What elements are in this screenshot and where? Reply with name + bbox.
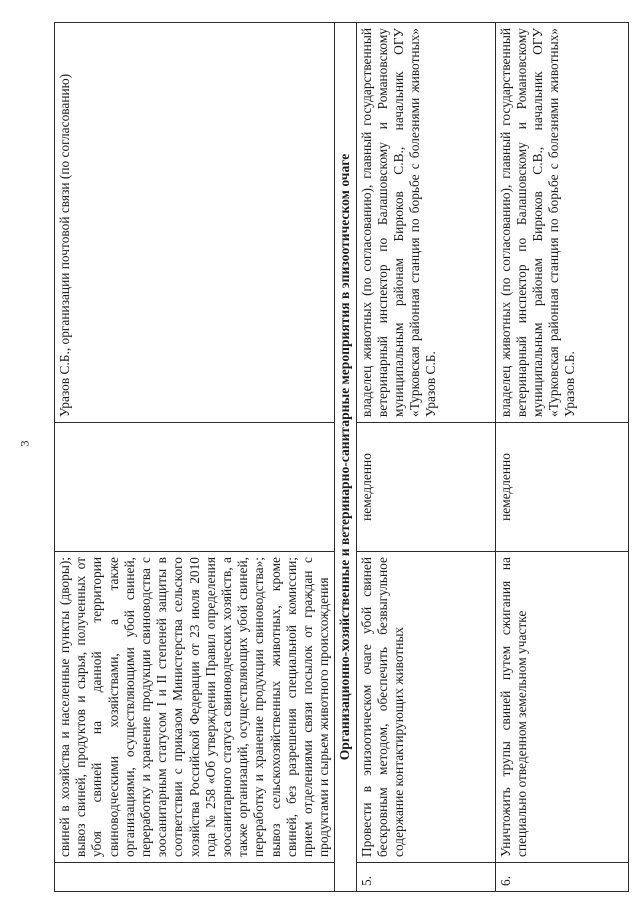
term-cell — [55, 423, 335, 552]
rotated-document — [54, 22, 578, 892]
table-row — [55, 23, 335, 892]
row-number-cell: 5. — [356, 863, 495, 892]
responsible-cell: владелец животных (по согласованию), главный государственный ветеринарный инспектор по Балашовскому и Романовскому муниципальным районам Бирюков С.В., начальник ОГУ «Турковская районная станция по борьбе с болезнями животных» Уразов С.Б. — [495, 23, 628, 423]
table-row — [495, 23, 628, 892]
term-cell: немедленно — [356, 423, 495, 552]
action-cell: свиней в хозяйства и населенные пункты (дворы); вывоз свиней, продуктов и сырья, полученных от убоя свиней на данной территории свиноводческими хозяйствами, а также организациями, осуществляющими убой свиней, переработку и хранение продукции свиноводства с зоосанитарным статусом I и II степеней защиты в соответствии с приказом Министерства сельского хозяйства Российской Федерации от 23 июля 2010 года № 258 «Об утверждении Правил определения зоосанитарного статуса свиноводческих хозяйств, а также организаций, осуществляющих убой свиней, переработку и хранение продукции свиноводства»; вывоз сельскохозяйственных животных, кроме свиней, без разрешения специальной комиссии; прием отделениями связи посылок от граждан с продуктами и сырьем животного происхождения — [55, 552, 335, 863]
responsible-cell: владелец животных (по согласованию), главный государственный ветеринарный инспектор по Балашовскому и Романовскому муниципальным районам Бирюков С.В., начальник ОГУ «Турковская районная станция по борьбе с болезнями животных» Уразов С.Б. — [356, 23, 495, 423]
action-cell: Уничтожить трупы свиней путем сжигания на специально отведенном земельном участке — [495, 552, 628, 863]
section-heading: Организационно-хозяйственные и ветеринарно-санитарные мероприятия в эпизоотическом очаге — [335, 23, 356, 892]
row-number-cell — [55, 863, 335, 892]
table-row — [356, 23, 495, 892]
measures-table — [54, 22, 629, 892]
action-cell: Провести в эпизоотическом очаге убой свиней бескровным методом, обеспечить безвыгульное содержание контактирующих животных — [356, 552, 495, 863]
term-cell: немедленно — [495, 423, 628, 552]
responsible-cell: Уразов С.Б., организации почтовой связи (по согласованию) — [55, 23, 335, 423]
page-number: 3 — [17, 440, 32, 447]
row-number-cell: 6. — [495, 863, 628, 892]
section-heading-row — [335, 23, 356, 892]
